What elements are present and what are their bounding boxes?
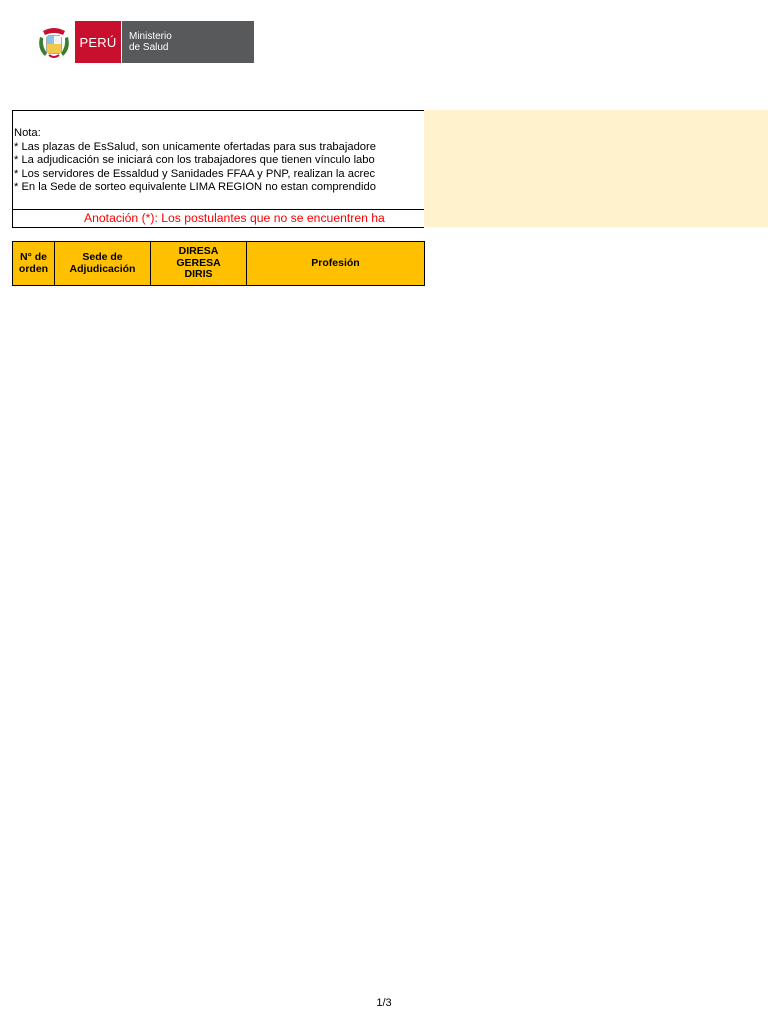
logo-country-text: PERÚ <box>75 21 121 63</box>
page-number: 1/3 <box>376 997 392 1009</box>
nota-section <box>12 110 768 227</box>
logo-ministry-text <box>122 21 254 63</box>
column-header-profesion <box>246 242 424 285</box>
nota-divider <box>13 209 424 210</box>
ministry-logo <box>35 21 254 63</box>
column-header-diresa-line3: DIRIS <box>184 268 213 281</box>
nota-line-4: * En la Sede de sorteo equivalente LIMA REGION no estan comprendido <box>14 181 376 193</box>
nota-lines <box>14 127 376 195</box>
nota-box <box>12 110 424 228</box>
nota-line-3: * Los servidores de Essaldud y Sanidades FFAA y PNP, realizan la acrec <box>14 167 376 180</box>
column-header-sede-line1: Sede de <box>82 251 123 263</box>
column-header-diresa-line2: GERESA <box>176 256 221 269</box>
nota-background <box>424 110 768 227</box>
column-header-orden-line2: orden <box>18 262 49 275</box>
column-header-diresa-line1: DIRESA <box>178 245 219 258</box>
column-header-sede-line2: Adjudicación <box>69 262 136 275</box>
logo-ministry-line1: Ministerio <box>129 31 172 42</box>
column-header-orden-line1: N° de <box>20 251 47 263</box>
column-header-profesion-line1: Profesión <box>311 256 360 269</box>
logo-ministry-line2: de Salud <box>129 42 169 53</box>
nota-line-1: * Las plazas de EsSalud, son unicamente ofertadas para sus trabajadore <box>14 140 376 153</box>
nota-line-2: * La adjudicación se iniciará con los trabajadores que tienen vínculo labo <box>14 154 375 166</box>
coat-of-arms-icon <box>35 21 73 63</box>
column-header-sede <box>54 242 150 285</box>
column-header-orden <box>13 242 54 285</box>
nota-title: Nota: <box>14 127 41 139</box>
table-header <box>12 241 425 286</box>
anotacion-text: Anotación (*): Los postulantes que no se encuentren ha <box>84 211 385 225</box>
column-header-diresa <box>150 242 246 285</box>
